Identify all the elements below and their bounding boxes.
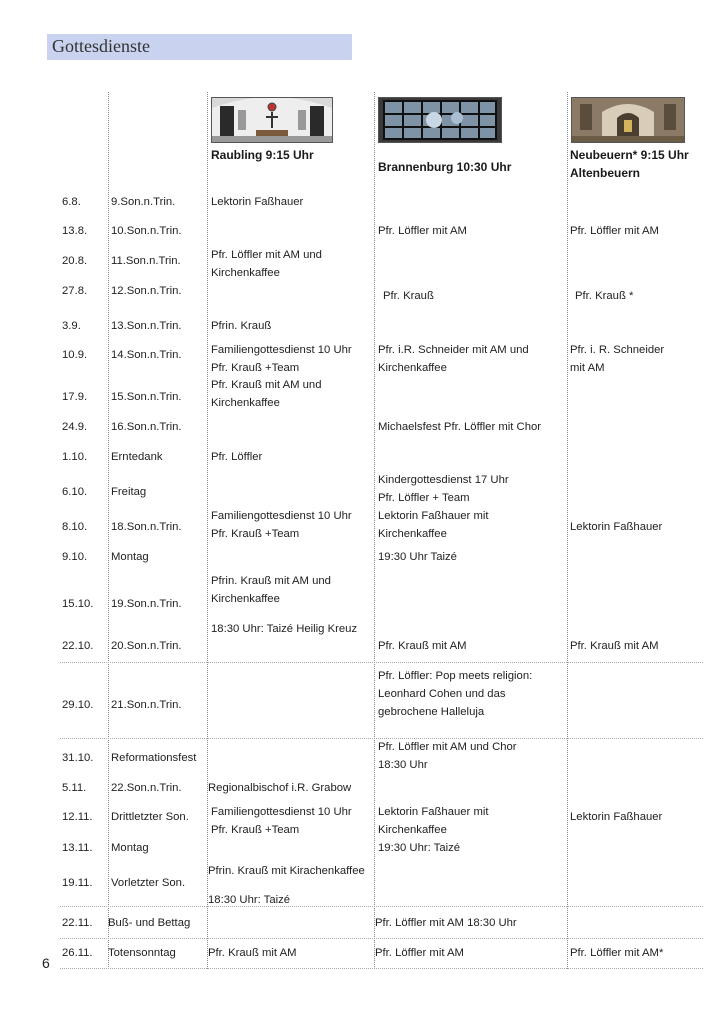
neubeuern-service: Lektorin Faßhauer [570, 811, 663, 823]
service-date: 20.8. [62, 255, 88, 267]
service-date: 1.10. [62, 451, 88, 463]
service-date: 26.11. [62, 947, 93, 959]
service-date: 31.10. [62, 752, 94, 764]
raubling-service: Pfrin. Krauß mit Kirachenkaffee [208, 865, 365, 877]
service-date: 10.9. [62, 349, 88, 361]
service-occasion: 9.Son.n.Trin. [111, 196, 176, 208]
raubling-service: Pfr. Löffler [211, 451, 263, 463]
raubling-service: Pfrin. Krauß [211, 320, 272, 332]
service-occasion: Buß- und Bettag [108, 917, 191, 929]
service-occasion: 20.Son.n.Trin. [111, 640, 182, 652]
location-altenbeuern-heading: Altenbeuern [570, 166, 641, 180]
brannenburg-service: gebrochene Halleluja [378, 706, 485, 718]
raubling-service: Pfr. Löffler mit AM und [211, 249, 322, 261]
column-divider [567, 92, 568, 969]
service-occasion: 22.Son.n.Trin. [111, 782, 182, 794]
service-occasion: Montag [111, 551, 149, 563]
brannenburg-service: 19:30 Uhr: Taizé [378, 842, 461, 854]
service-occasion: 14.Son.n.Trin. [111, 349, 182, 361]
row-divider [60, 968, 703, 969]
row-divider [60, 938, 703, 939]
brannenburg-service: 19:30 Uhr Taizé [378, 551, 457, 563]
service-occasion: 11.Son.n.Trin. [111, 255, 181, 267]
service-date: 15.10. [62, 598, 94, 610]
service-date: 8.10. [62, 521, 88, 533]
raubling-service: Kirchenkaffee [211, 267, 280, 279]
brannenburg-service: Pfr. Löffler mit AM 18:30 Uhr [375, 917, 517, 929]
brannenburg-service: Pfr. Löffler mit AM [375, 947, 464, 959]
raubling-church-photo [211, 97, 333, 143]
brannenburg-service: Kirchenkaffee [378, 362, 447, 374]
brannenburg-service: Pfr. i.R. Schneider mit AM und [378, 344, 529, 356]
service-date: 12.11. [62, 811, 93, 823]
neubeuern-church-photo [571, 97, 685, 143]
brannenburg-service: Kindergottesdienst 17 Uhr [378, 474, 509, 486]
raubling-service: Pfr. Krauß mit AM [208, 947, 297, 959]
raubling-service: Pfrin. Krauß mit AM und [211, 575, 331, 587]
service-occasion: Freitag [111, 486, 147, 498]
page-title: Gottesdienste [52, 36, 150, 56]
service-occasion: Reformationsfest [111, 752, 197, 764]
service-date: 27.8. [62, 285, 88, 297]
brannenburg-service: Pfr. Löffler: Pop meets religion: [378, 670, 533, 682]
raubling-service: Pfr. Krauß mit AM und [211, 379, 322, 391]
brannenburg-service: Lektorin Faßhauer mit [378, 510, 489, 522]
raubling-service: Pfr. Krauß +Team [211, 362, 300, 374]
service-occasion: Montag [111, 842, 149, 854]
service-date: 6.10. [62, 486, 88, 498]
service-occasion: Vorletzter Son. [111, 877, 186, 889]
location-raubling-heading: Raubling 9:15 Uhr [211, 148, 314, 162]
service-date: 5.11. [62, 782, 87, 794]
location-brannenburg-heading: Brannenburg 10:30 Uhr [378, 160, 512, 174]
neubeuern-service: Pfr. Krauß mit AM [570, 640, 659, 652]
service-occasion: Totensonntag [108, 947, 176, 959]
service-occasion: 18.Son.n.Trin. [111, 521, 182, 533]
raubling-service: Kirchenkaffee [211, 593, 280, 605]
brannenburg-service: Pfr. Löffler mit AM und Chor [378, 741, 517, 753]
service-date: 22.11. [62, 917, 93, 929]
raubling-service: 18:30 Uhr: Taizé [208, 894, 291, 906]
service-occasion: 13.Son.n.Trin. [111, 320, 182, 332]
service-occasion: Erntedank [111, 451, 163, 463]
brannenburg-service: Lektorin Faßhauer mit [378, 806, 489, 818]
column-divider [207, 92, 208, 969]
service-date: 3.9. [62, 320, 81, 332]
neubeuern-service: Pfr. Löffler mit AM [570, 225, 659, 237]
page-number: 6 [42, 955, 50, 971]
brannenburg-service: Pfr. Löffler + Team [378, 492, 470, 504]
service-date: 9.10. [62, 551, 88, 563]
service-date: 22.10. [62, 640, 94, 652]
brannenburg-service: Kirchenkaffee [378, 824, 447, 836]
neubeuern-service: Lektorin Faßhauer [570, 521, 663, 533]
neubeuern-service: Pfr. Löffler mit AM* [570, 947, 664, 959]
raubling-service: Familiengottesdienst 10 Uhr [211, 344, 352, 356]
service-date: 13.11. [62, 842, 93, 854]
service-date: 6.8. [62, 196, 81, 208]
raubling-service: 18:30 Uhr: Taizé Heilig Kreuz [211, 623, 358, 635]
neubeuern-service: mit AM [570, 362, 605, 374]
column-divider [108, 92, 109, 969]
brannenburg-service: Pfr. Krauß mit AM [378, 640, 467, 652]
brannenburg-church-photo [378, 97, 502, 143]
service-occasion: 10.Son.n.Trin. [111, 225, 182, 237]
raubling-service: Kirchenkaffee [211, 397, 280, 409]
section-title-bar [47, 34, 352, 60]
neubeuern-service: Pfr. Krauß * [575, 290, 634, 302]
raubling-service: Regionalbischof i.R. Grabow [208, 782, 352, 794]
row-divider [60, 662, 703, 663]
service-occasion: 19.Son.n.Trin. [111, 598, 182, 610]
service-date: 24.9. [62, 421, 88, 433]
brannenburg-service: 18:30 Uhr [378, 759, 428, 771]
brannenburg-service: Kirchenkaffee [378, 528, 447, 540]
raubling-service: Lektorin Faßhauer [211, 196, 304, 208]
row-divider [60, 906, 703, 907]
raubling-service: Familiengottesdienst 10 Uhr [211, 510, 352, 522]
service-date: 19.11. [62, 877, 93, 889]
column-divider [374, 92, 375, 969]
service-occasion: 21.Son.n.Trin. [111, 699, 182, 711]
location-neubeuern-heading: Neubeuern* 9:15 Uhr [570, 148, 689, 162]
service-occasion: Drittletzter Son. [111, 811, 189, 823]
brannenburg-service: Pfr. Krauß [383, 290, 434, 302]
brannenburg-service: Pfr. Löffler mit AM [378, 225, 467, 237]
brannenburg-service: Michaelsfest Pfr. Löffler mit Chor [378, 421, 542, 433]
brannenburg-service: Leonhard Cohen und das [378, 688, 506, 700]
service-occasion: 12.Son.n.Trin. [111, 285, 182, 297]
service-date: 13.8. [62, 225, 88, 237]
service-occasion: 15.Son.n.Trin. [111, 391, 182, 403]
raubling-service: Familiengottesdienst 10 Uhr [211, 806, 352, 818]
service-date: 29.10. [62, 699, 94, 711]
service-occasion: 16.Son.n.Trin. [111, 421, 182, 433]
service-date: 17.9. [62, 391, 88, 403]
raubling-service: Pfr. Krauß +Team [211, 528, 300, 540]
raubling-service: Pfr. Krauß +Team [211, 824, 300, 836]
neubeuern-service: Pfr. i. R. Schneider [570, 344, 665, 356]
